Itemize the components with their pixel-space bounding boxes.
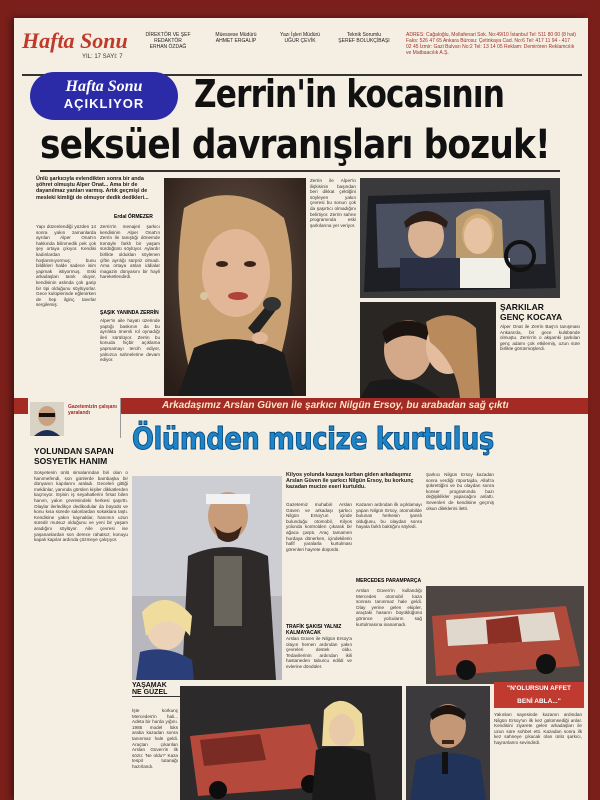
story2-strip-text: Arkadaşımız Arslan Güven ile şarkıcı Nilgün Ersoy, bu arabadan sağ çıktı (162, 400, 509, 411)
badge-title: Hafta Sonu (65, 78, 143, 95)
story1-subhead: ŞAŞIK YANINDA ZERRİN (100, 310, 159, 316)
couple-kiss-photo (360, 302, 496, 398)
story1-body-c: Alper'in aile hayatı üzerinde yaptığı baskının da bu ayrılıkta önemli rol oynadığı ileri sürülüyor. Zerrin bu konuda hiçbir açıklama yapmamayı tercih ediyor, yalnızca sahnelerine devam ediyor. (100, 318, 160, 363)
issue-number: YIL: 17 SAYI: 7 (82, 54, 123, 60)
side-story-body: Sosyetenin ünlü simalarından biri olan o hanımefendi, son günlerde bambaşka bir dünyanın kapılarını araladı. Geceleri gittiği mekânlar, yanında görülen kişiler dikkatlerden kaçmıyor. Eşinin iş seyahatlerini fırsat bilen hanım, yakın çevresindeki herkesi şaşırttı. Olaylar ilerledikçe dedikodular da büyüdü ve konu kısa sürede salonlardan sokaklara taştı. Kendisine yakın kaynaklar, hanımın uzun süredir mutsuz olduğunu ve yeni bir yaşam aradığını söylüyor. Aile çevresi ise yaşananlardan son derece rahatsız; konuyu kapalı kapılar ardında çözmeye çalışıyor. (34, 470, 128, 543)
credit-manager: Müessese Müdürü AHMET ERGALİP (215, 32, 257, 44)
box-affet-label: "N'OLURSUN AFFET BENİ ABLA..." (494, 682, 584, 708)
side-story-title: YOLUNDAN SAPAN SOSYETİK HANIM (34, 446, 114, 466)
story2-subhead-b: MERCEDES PARAMPARÇA (356, 578, 422, 584)
singer-photo (164, 178, 306, 396)
story1-body-a: Yapı düzenlendiği yüzden 14 sonra yakın zamanlarda ayrılan Alper Onat'ın hakkında bilinmedik pek çok şey ortaya çıkıyor. Kendisi kadınlardan hoşlanmıyormuş; bunu bildikleri halde sadece isim yapmak istiyormuş. Eski arkadaşları tanık oluyor, kendisinin aslında çok garip bir tipi olduğunu söylüyorlar. Gece kulüplerinde eğlenirken de hep ilginç tavırlar sergilemiş. (36, 224, 96, 308)
story2-headline: Ölümden mucize kurtuluş (132, 422, 494, 457)
story1-lead: Ünlü şarkıcıyla evlendikten sonra bir anda şöhret olmuştu Alper Onat... Ama bir de dayanılmaz yanları varmış. Artık geçmişi de mesleki kimliği de olmuyor dedik dedikleri... (36, 176, 149, 201)
story1-caption-title: ŞARKILAR GENÇ KOCAYA (500, 302, 563, 322)
headline-rule (40, 170, 560, 172)
headline-line-1: Zerrin'in kocasının (194, 72, 505, 116)
section-badge (30, 72, 178, 120)
couple-car-photo (360, 178, 560, 298)
credit-technical: Teknik Sorumlu ŞEREF BOLUKÇİBAŞI (338, 32, 390, 44)
badge-subtitle: AÇIKLIYOR (63, 96, 145, 111)
story2-body-e: Şarkıcı Nilgün Ersoy kazadan sonra verdiği röportajda, Allah'a şükrettiğini ve bu olaydan sonra konser programında bazı değişiklikler yapacağını anlattı. Sevenleri de kendisine geçmiş olsun dileklerini iletti. (426, 472, 494, 511)
credit-director: DİREKTÖR VE ŞEF REDAKTÖR ERHAN ÖZDAĞ (145, 32, 191, 50)
story2-body-a: Gazetemiz muhabiri Arslan Güven ve arkadaşı şarkıcı Nilgün Ersoy'un içinde bulunduğu otomobil, Kilyos yolunda kontrolden çıkarak bir ağaca çarptı. Araç tamamen hurdaya dönerken, içindekilerin hafif yaralarla kurtulması görenleri hayrete düşürdü. (286, 502, 352, 552)
box-yasamak-label: YAŞAMAK NE GÜZEL (132, 682, 202, 697)
story2-subhead-a: TRAFİK ŞAKISI YALNIZ KALMAYACAK (286, 624, 342, 636)
box-yasamak-body: İşte korkunç Mercedes'in hali... Adeta bir hurda yığını. 1985 model lüks araba kazadan sonra tanınmaz hale geldi. Araçtan çıkarılan Arslan Güven'in ilk sözü: 'Ne oldu?' Kaza tespit tutanağı hazırlandı. (132, 708, 178, 769)
driver-singer-photo (132, 476, 282, 680)
car-wreck-photo (426, 586, 584, 684)
story2-body-c: Kazanın ardından ilk açıklamayı yapan Nilgün Ersoy, otomobilde bulunan herkesin şanslı olduğunu, bu olaydan sonra hayata farklı baktığını söyledi. (356, 502, 422, 530)
corner-portrait (30, 402, 64, 436)
story2-body-d: Arslan Güven'in kullandığı Mercedes otomobil kaza sonrası tanınmaz hale geldi. Olay yerine gelen ekipler, araçtaki hasarın büyüklüğünü görünce yolcuların sağ kurtulmasına inanamadı. (356, 588, 422, 627)
publisher-address: ADRES: Cağaloğlu, Mollafenari Sok. No:49/10 İstanbul Tel: 511 80 00 (8 hat) Faks: 526 47 65 Ankara Bürosu: Çetinkaya Cad. No:6 Tel: 417 11 94 - 417 02 45 İzmir: Gazi Bulvarı No:2 Tel: 13 14 05 Reklam: Demirören Reklamcılık ve Matbaacılık A.Ş. (406, 32, 576, 56)
credit-editor: Yazı İşleri Müdürü UĞUR ÇEVİK (280, 32, 320, 44)
story2-body-b: Arslan Güven ile Nilgün Ersoy'a olayın hemen ardından yakın çevreleri destek oldu. Tedavilerinin ardından ikili hastaneden taburcu edildi ve evlerine döndüler. (286, 636, 352, 669)
story1-byline: Erdal ÖRMEZER (114, 214, 153, 220)
crashed-car-photo (180, 686, 402, 800)
story1-caption-body: Alper Onat ile Zerrin Baş'ın tanışması Ankara'da, bir gece kulübünde olmuştu. Zerrin'in o akşamki şarkıları genç adamı çok etkilemiş, uzun süre birlikte görünmüşlerdi. (500, 324, 580, 352)
interview-photo (406, 686, 490, 800)
corner-note (28, 398, 121, 438)
story1-body-b: Zerrin'in menajeri şarkıcı kendisinin Alper Onat'ın Zerrin ile tanıştığı dönemde tümüyle farklı bir yaşam sürdüğünü söylüyor. Aylardır birlikte oldukları söylenen çiftin ayrılığı sürpriz olmadı. Ama ortaya atılan iddialar magazin dünyasını bir hayli hareketlendirdi. (100, 224, 160, 280)
story2-lead: Kilyos yolunda kazaya kurban giden arkadaşımız Arslan Güven ile şarkıcı Nilgün Ersoy, bu korkunç kazadan mucize eseri kurtuldu. (286, 472, 414, 491)
box-affet-body: Yakınları sayesinde kazanın ardından Nilgün Ersoy'un ilk kez gülümsediği anlar. Kendisini ziyarete gelen arkadaşları ile uzun süre sohbet etti. Kazadan sonra ilk kez sahneye çıkacak olan ünlü şarkıcı, hayranlarını sevindirdi. (494, 712, 582, 745)
headline-line-2: seksüel davranışları bozuk! (40, 122, 550, 168)
newspaper-logo: Hafta Sonu (22, 28, 128, 53)
story1-body-d: Zerrin ile Alper'in ilişkisinin başından beri dikkat çektiğini söyleyen yakın çevresi bu sonun çok da şaşırtıcı olmadığını belirtiyor. Zerrin sahne programında eski şarkılarına yer veriyor. (310, 178, 356, 228)
masthead (22, 24, 582, 76)
newspaper-page (14, 18, 588, 800)
corner-note-text: Gazetemizin çalışanı yaralandı (68, 404, 117, 416)
